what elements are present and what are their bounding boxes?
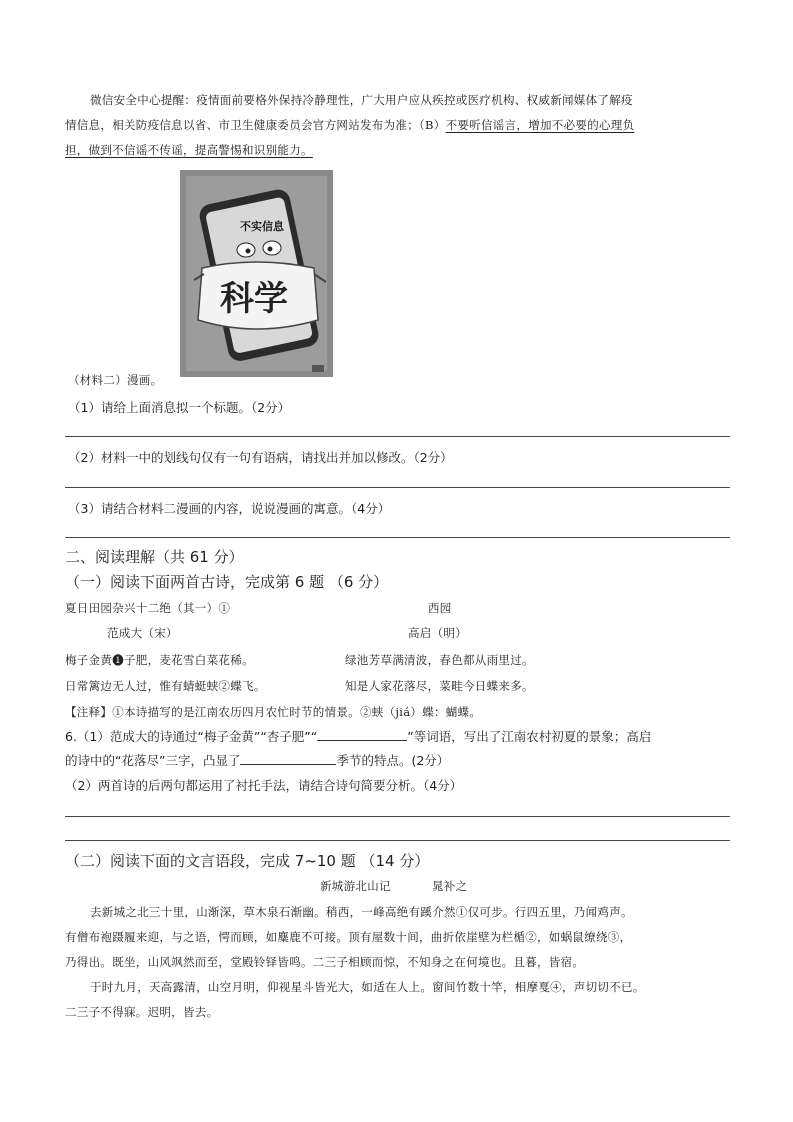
poem1-line2: 日常篱边无人过，惟有蜻蜓蛱②蝶飞。: [65, 679, 266, 693]
question-6-1-part-a: 6.（1）范成大的诗通过“梅子金黄”“杏子肥”“: [65, 729, 318, 744]
comic-phone-text: 不实信息: [240, 220, 284, 233]
material1-line1: 微信安全中心提醒：疫情面前要格外保持冷静理性，广大用户应从疾控或医疗机构、权威新闻媒体了解疫: [90, 93, 633, 107]
question-6-1: [65, 727, 651, 745]
material1-line2: [65, 117, 634, 133]
answer-line: [65, 816, 730, 817]
poem2-line1: 绿池芳草满清波，春色都从雨里过。: [345, 653, 534, 667]
poem1-title: 夏日田园杂兴十二绝（其一）①: [65, 601, 231, 615]
question-6-1-part-d: 季节的特点。(2分）: [336, 753, 450, 768]
question-6-1-part-c: 的诗中的“花落尽”三字，凸显了: [65, 753, 241, 768]
question-6-2: （2）两首诗的后两句都运用了衬托手法，请结合诗句简要分析。（4分）: [65, 778, 463, 793]
poem1-author: 范成大（宋）: [107, 626, 178, 640]
poem2-title: 西园: [428, 601, 452, 615]
poem2-author: 高启（明）: [408, 626, 467, 640]
underlined-sentence-b: 不要听信谣言，增加不必要的心理负: [445, 118, 635, 132]
essay-p1-line1: 去新城之北三十里，山渐深，草木泉石渐幽。稍西，一峰高绝有蹊介然①仅可步。行四五里，乃闻鸡声。: [90, 905, 633, 919]
material1-line2-plain: 情信息，相关防疫信息以省、市卫生健康委员会官方网站发布为准；（B）: [65, 118, 446, 132]
blank-answer-1[interactable]: [317, 740, 407, 741]
answer-line: [65, 537, 730, 538]
question-5-1: （1）请给上面消息拟一个标题。（2分）: [68, 400, 291, 415]
poem-notes: 【注释】①本诗描写的是江南农历四月农忙时节的情景。②蛱（jiá）蝶：蝴蝶。: [65, 705, 482, 719]
answer-line: [65, 487, 730, 488]
material1-line3: 担，做到不信谣不传谣，提高警惕和识别能力。: [65, 143, 313, 157]
answer-line: [65, 840, 730, 841]
essay-p2-line1: 于时九月，天高露清，山空月明，仰视星斗皆光大，如适在人上。窗间竹数十竿，相摩戛④，声切切不已。: [90, 980, 645, 994]
essay-title: 新城游北山记: [320, 879, 391, 893]
question-5-2: （2）材料一中的划线句仅有一句有语病，请找出并加以修改。（2分）: [68, 450, 453, 465]
section-2-title: 二、阅读理解（共 61 分）: [65, 548, 244, 566]
question-6-1-part-b: ”等词语，写出了江南农村初夏的景象；高启: [407, 729, 652, 744]
essay-author: 晁补之: [432, 879, 468, 893]
question-5-3: （3）请结合材料二漫画的内容，说说漫画的寓意。（4分）: [68, 501, 391, 516]
answer-line: [65, 436, 730, 437]
material2-caption: （材料二）漫画。: [68, 373, 163, 387]
question-6-1-cont: [65, 751, 449, 769]
essay-p1-line3: 乃得出。既坐，山风飒然而至，堂殿铃铎皆鸣。二三子相顾而惊，不知身之在何境也。且暮，皆宿。: [65, 955, 585, 969]
part-2-title: （二）阅读下面的文言语段，完成 7~10 题 （14 分）: [65, 852, 430, 870]
poem2-line2: 知是人家花落尽，菜畦今日蝶来多。: [345, 679, 534, 693]
comic-illustration: [180, 170, 333, 377]
part-1-title: （一）阅读下面两首古诗，完成第 6 题 （6 分）: [65, 573, 389, 591]
essay-p1-line2: 有僧布袍蹑履来迎，与之语，愕而顾，如麋鹿不可接。顶有屋数十间，曲折依崖壁为栏楯②，如蜗鼠缭绕③，: [65, 930, 632, 944]
comic-mask-text: 科学: [220, 279, 288, 319]
poem1-line1: 梅子金黄❶子肥，麦花雪白菜花稀。: [65, 653, 254, 667]
blank-answer-2[interactable]: [240, 764, 336, 765]
essay-p2-line2: 二三子不得寐。迟明，皆去。: [65, 1005, 219, 1019]
